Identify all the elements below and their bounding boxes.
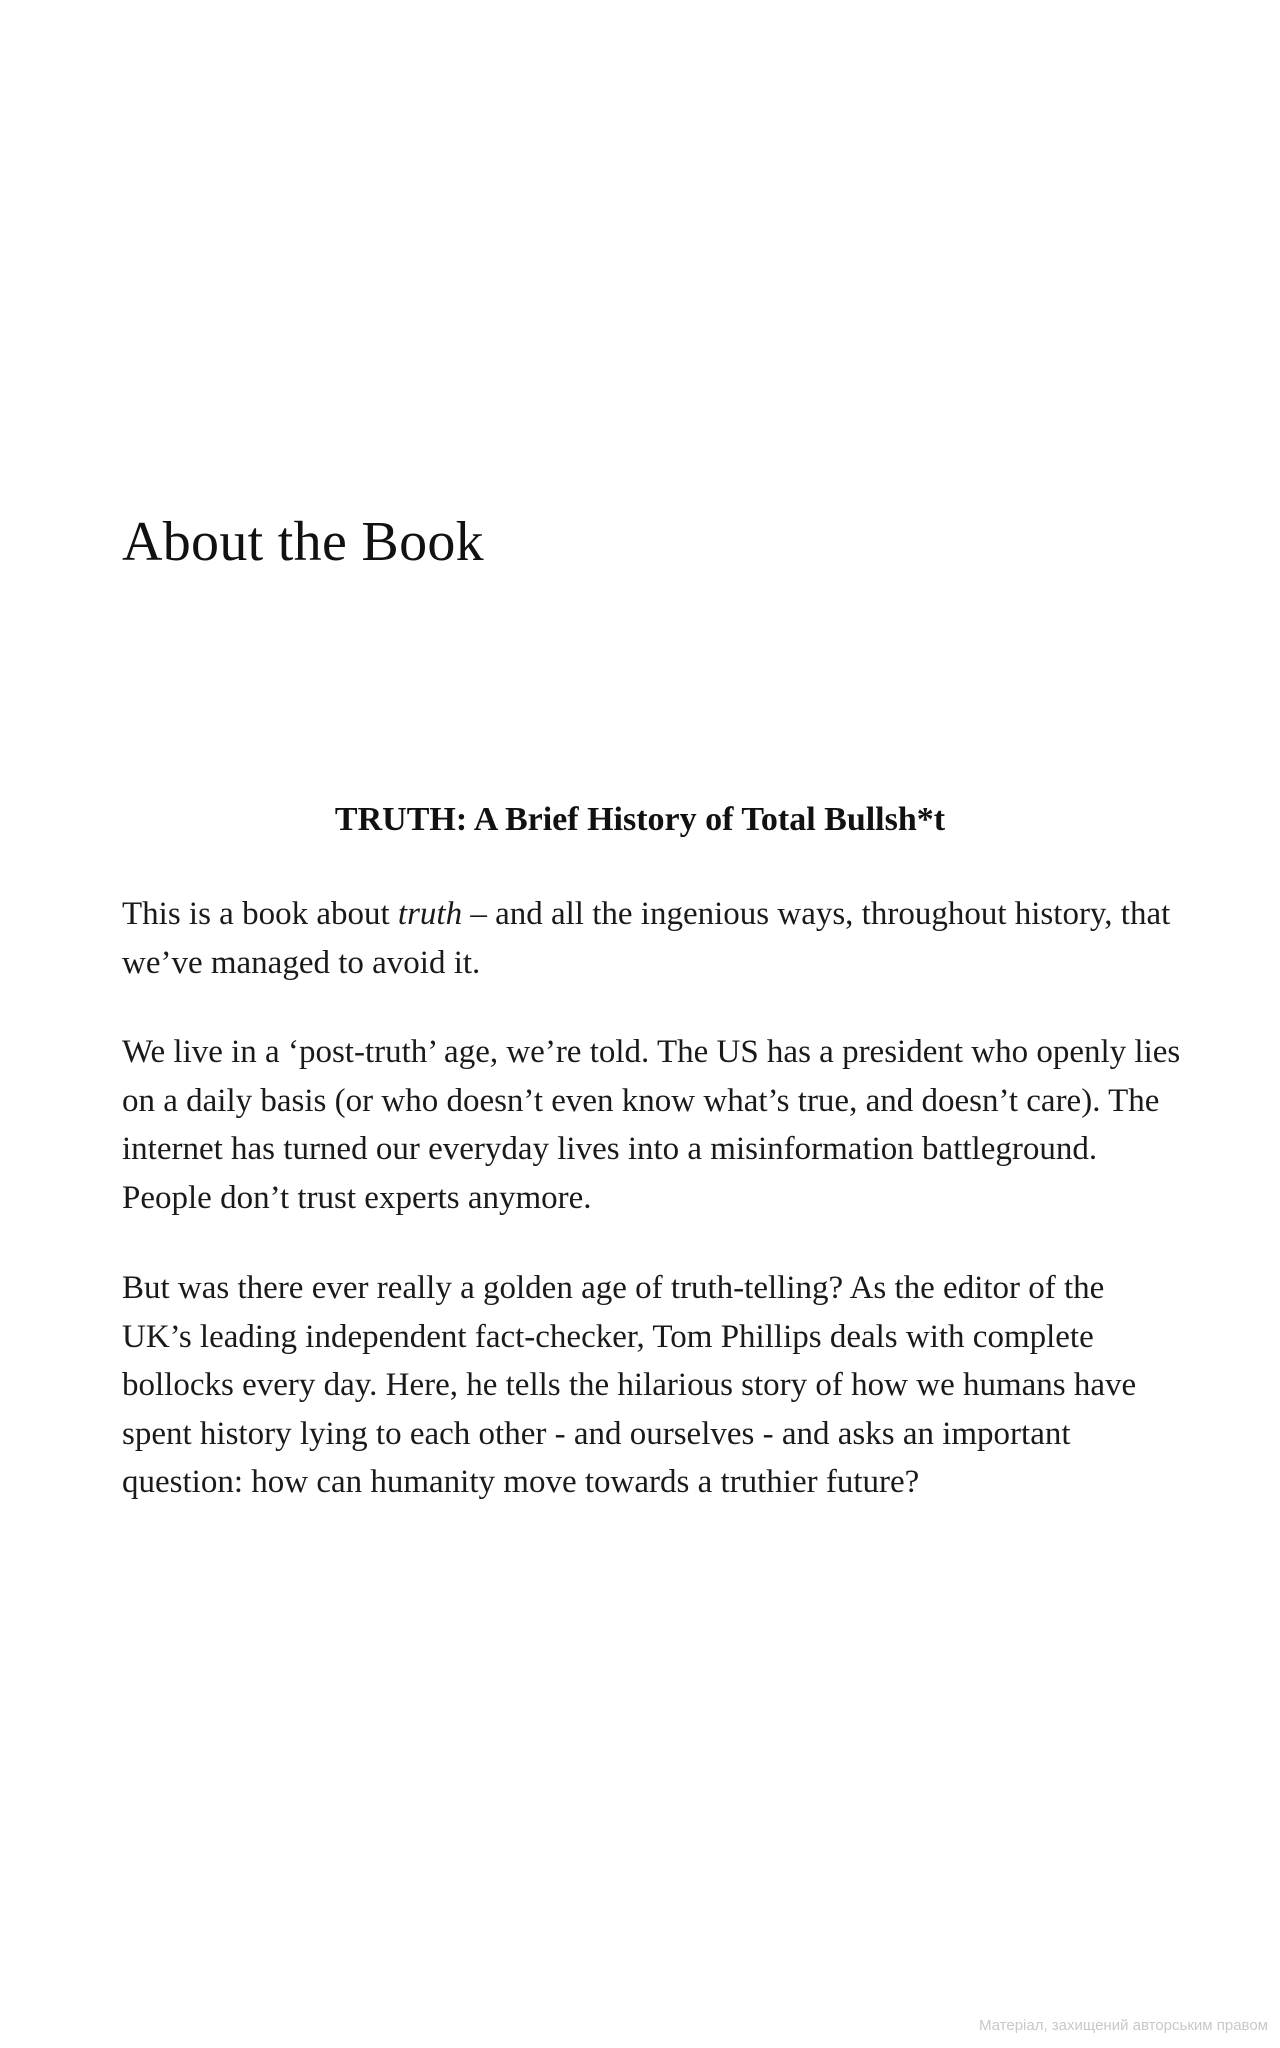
page-heading: About the Book: [122, 511, 484, 573]
paragraph-post-truth: We live in a ‘post-truth’ age, we’re told. The US has a president who openly lies on a daily basis (or who doesn’t even know what’s true, and doesn’t care). The internet has turned our everyday lives into a misinformation battleground. People don’t trust experts anymore.: [122, 1034, 1181, 1216]
paragraph-intro-end: – and all the ingenious ways, throughout history, that we’ve managed to avoid it.: [122, 896, 1171, 981]
copyright-watermark: Матеріал, захищений авторським правом: [978, 2017, 1268, 2034]
paragraph-intro-emphasis: truth: [397, 896, 463, 932]
paragraph-intro: [122, 890, 1182, 987]
paragraph-intro-start: This is a book about: [122, 896, 398, 932]
paragraph-golden-age: But was there ever really a golden age of truth-telling? As the editor of the UK’s leading independent fact-checker, Tom Phillips deals with complete bollocks every day. Here, he tells the hilarious story of how we humans have spent history lying to each other - and ourselves - and asks an important question: how can humanity move towards a truthier future?: [122, 1270, 1137, 1500]
book-title: TRUTH: A Brief History of Total Bullsh*t: [334, 801, 946, 838]
